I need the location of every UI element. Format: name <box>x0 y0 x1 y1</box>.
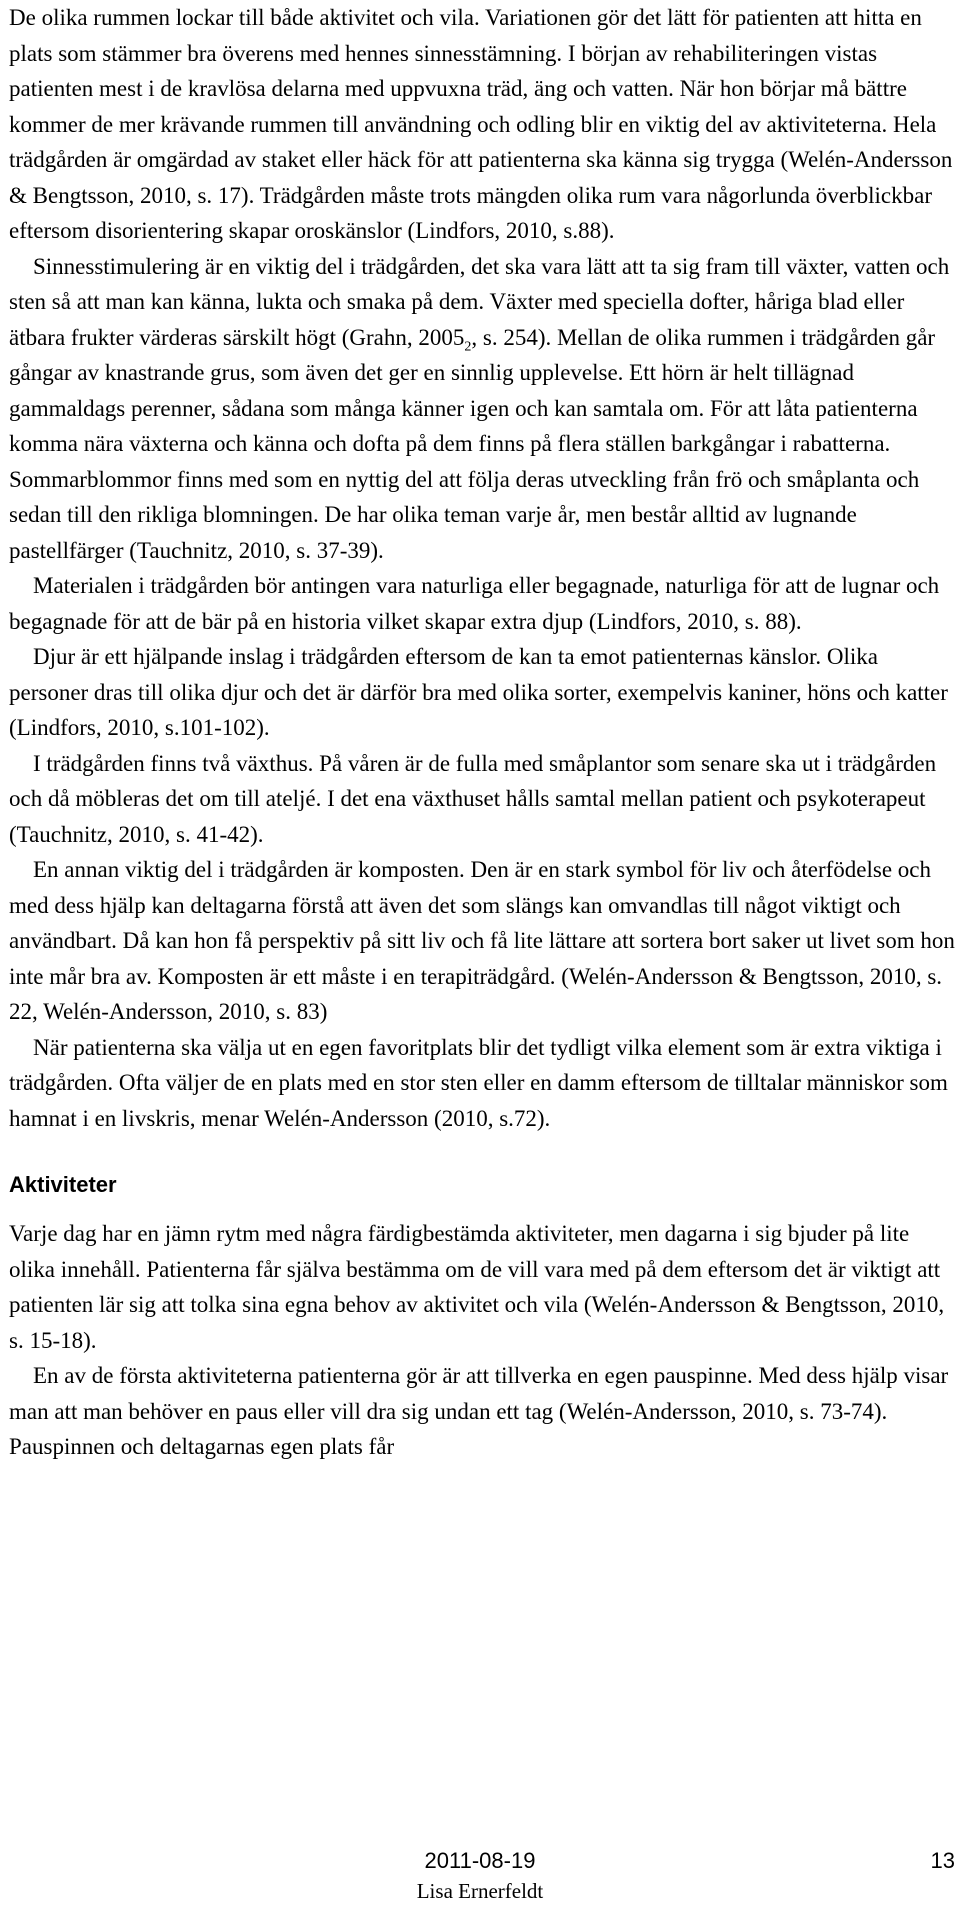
page-number: 13 <box>930 1848 955 1873</box>
section-heading: Aktiviteter <box>9 1172 117 1197</box>
document-page <box>9 0 955 1465</box>
paragraph-garden-rooms: De olika rummen lockar till både aktivitet och vila. Variationen gör det lätt för patienten att hitta en plats som stämmer bra överens med hennes sinnesstämning. I början av rehabiliteringen vistas patienten mest i de kravlösa delarna med uppvuxna träd, äng och vatten. När hon börjar må bättre kommer de mer krävande rummen till användning och odling blir en viktig del av aktiviteterna. Hela trädgården är omgärdad av staket eller häck för att patienterna ska känna sig trygga (Welén-Andersson & Bengtsson, 2010, s. 17). Trädgården måste trots mängden olika rum vara någorlunda överblickbar eftersom disorientering skapar oroskänslor (Lindfors, 2010, s.88). <box>9 5 953 243</box>
paragraph-sensory-stimulation <box>9 249 955 569</box>
paragraph-greenhouses: I trädgården finns två växthus. På våren är de fulla med småplantor som senare ska ut i trädgården och då möbleras det om till ateljé. I det ena växthuset hålls samtal mellan patient och psykoterapeut (Tauchnitz, 2010, s. 41-42). <box>9 750 937 847</box>
paragraph-daily-rhythm: Varje dag har en jämn rytm med några färdigbestämda aktiviteter, men dagarna i sig bjuder på lite olika innehåll. Patienterna får själva bestämma om de vill vara med på dem eftersom det är viktigt att patienten lär sig att tolka sina egna behov av aktivitet och vila (Welén-Andersson & Bengtsson, 2010, s. 15-18). <box>9 1221 945 1353</box>
paragraph-favorite-place: När patienterna ska välja ut en egen favoritplats blir det tydligt vilka element som är extra viktiga i trädgården. Ofta väljer de en plats med en stor sten eller en damm eftersom de tilltalar människor som hamnat i en livskris, menar Welén-Andersson (2010, s.72). <box>9 1034 948 1131</box>
paragraph-sensory-text-a: Sinnesstimulering är en viktig del i trädgården, det ska vara lätt att ta sig fram till växter, vatten och sten så att man kan känna, lukta och smaka på dem. Växter med speciella dofter, håriga blad eller ätbara frukter värderas särskilt högt (Grahn, 2005 <box>9 253 950 350</box>
paragraph-compost: En annan viktig del i trädgården är komposten. Den är en stark symbol för liv och återfödelse och med dess hjälp kan deltagarna förstå att även det som slängs kan omvandlas till något viktigt och användbart. Då kan hon få perspektiv på sitt liv och få lite lättare att sortera bort saker ut livet som hon inte mår bra av. Komposten är ett måste i en terapiträdgård. (Welén-Andersson & Bengtsson, 2010, s. 22, Welén-Andersson, 2010, s. 83) <box>9 857 955 1024</box>
paragraph-sensory-text-b: , s. 254). Mellan de olika rummen i trädgården går gångar av knastrande grus, som även det ger en sinnlig upplevelse. Ett hörn är helt tillägnad gammaldags perenner, sådana som många känner igen och kan samtala om. För att låta patienterna komma nära växterna och känna och dofta på dem finns på flera ställen barkgångar i rabatterna. Sommarblommor finns med som en nyttig del att följa deras utveckling från frö och småplanta och sedan till den rikliga blomningen. De har olika teman varje år, men består alltid av lugnande pastellfärger (Tauchnitz, 2010, s. 37-39). <box>9 324 936 563</box>
paragraph-pause-stick: En av de första aktiviteterna patienterna gör är att tillverka en egen pauspinne. Med dess hjälp visar man att man behöver en paus eller vill dra sig undan ett tag (Welén-Andersson, 2010, s. 73-74). Pauspinnen och deltagarnas egen plats får <box>9 1363 949 1459</box>
paragraph-animals: Djur är ett hjälpande inslag i trädgården eftersom de kan ta emot patienternas känslor. Olika personer dras till olika djur och det är därför bra med olika sorter, exempelvis kaniner, höns och katter (Lindfors, 2010, s.101-102). <box>9 644 948 740</box>
footer-date: 2011-08-19 <box>424 1848 536 1873</box>
citation-subscript: 2 <box>464 339 472 355</box>
footer-author: Lisa Ernerfeldt <box>416 1879 544 1903</box>
paragraph-materials: Materialen i trädgården bör antingen vara naturliga eller begagnade, naturliga för att de lugnar och begagnade för att de bär på en historia vilket skapar extra djup (Lindfors, 2010, s. 88). <box>9 573 940 634</box>
